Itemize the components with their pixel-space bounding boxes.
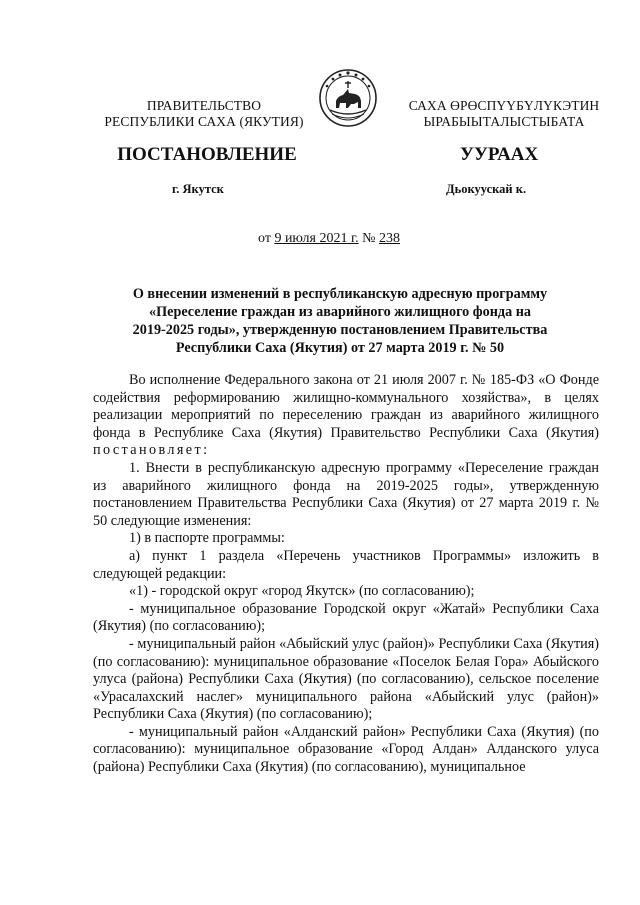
header-right-line2: ЫРАБЫЫТАЛЫСТЫБАТА [423,114,585,129]
paragraph: - муниципальное образование Городской округ «Жатай» Республики Саха (Якутия) (по согласованию); [93,600,599,635]
document-body [93,372,599,777]
header-left-line1: ПРАВИТЕЛЬСТВО [146,98,262,113]
city-sah: Дьокуускай к. [446,182,527,196]
document-date: 9 июля 2021 г. [274,231,359,246]
header-right-line1: САХА ӨРӨСПҮҮБҮЛҮКЭТИН [408,98,600,113]
subject-line: 2019-2025 годы», утвержденную постановлением Правительства [132,322,548,338]
document-subject [100,285,580,357]
subject-line: «Переселение граждан из аварийного жилищного фонда на [149,304,531,320]
number-label: № [358,231,379,246]
date-and-number [258,231,400,247]
document-number: 238 [379,231,400,246]
coat-of-arms-icon [318,68,378,128]
city-ru: г. Якутск [172,182,224,196]
resolves-word: постановляет: [93,442,210,459]
header-right [392,98,616,130]
paragraph: а) пункт 1 раздела «Перечень участников Программы» изложить в следующей редакции: [93,547,599,582]
header-left [104,98,304,130]
paragraph: 1. Внести в республиканскую адресную программу «Переселение граждан из аварийного жилищного фонда на 2019-2025 годы», утвержденную постановлением Правительства Республики Саха (Якутия) от 27 марта 2019 г. № 50 следующие изменения: [93,459,599,529]
preamble-paragraph [93,372,599,460]
subject-line: Республики Саха (Якутия) от 27 марта 2019 г. № 50 [175,340,505,356]
subject-line: О внесении изменений в республиканскую адресную программу [132,286,548,302]
document-title-ru: ПОСТАНОВЛЕНИЕ [117,144,297,165]
paragraph: - муниципальный район «Алданский район» Республики Саха (Якутия) (по согласованию): муниципальное образование «Город Алдан» Алданского улуса (района) Республики Саха (Якутия) (по согласованию), муниципальное [93,723,599,776]
paragraph: «1) - городской округ «город Якутск» (по согласованию); [129,583,475,600]
preamble-text: Во исполнение Федерального закона от 21 июля 2007 г. № 185-ФЗ «О Фонде содействия реформированию жилищно-коммунального хозяйства», в целях реализации мероприятий по переселению граждан из аварийного жилищного фонда в Республике Саха (Якутия) Правительство Республики Саха (Якутия) [93,372,599,441]
document-title-sah: УУРААХ [460,144,539,165]
paragraph: - муниципальный район «Абыйский улус (район)» Республики Саха (Якутия) (по согласованию): муниципальное образование «Поселок Белая Гора» Абыйского улуса (района) Республики Саха (Якутия) (по согласованию), сельское поселение «Урасалахский наслег» муниципального района «Абыйский улус (район)» Республики Саха (Якутия) (по согласованию); [93,635,599,723]
header-left-line2: РЕСПУБЛИКИ САХА (ЯКУТИЯ) [104,114,304,129]
date-prefix: от [258,231,275,246]
paragraph: 1) в паспорте программы: [129,530,285,547]
